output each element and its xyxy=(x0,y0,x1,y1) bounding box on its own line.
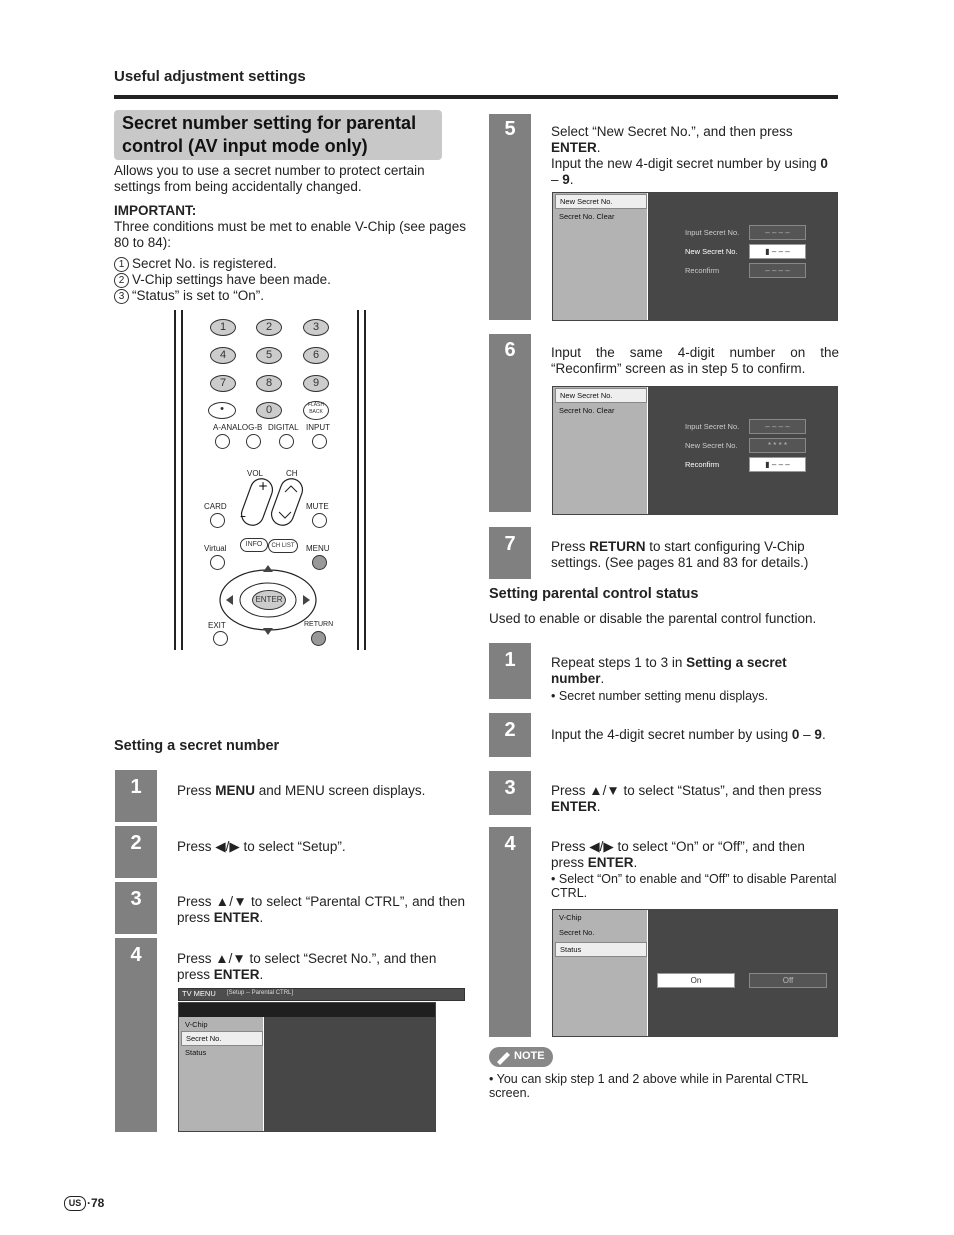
screen-right-panel xyxy=(264,1017,435,1131)
tv-menu-screen xyxy=(178,1002,436,1132)
tv-menu-title: TV MENU xyxy=(182,989,216,998)
new-secret-field[interactable]: * * * * xyxy=(749,438,806,453)
bullet-text: Select “On” to enable and “Off” to disable Parental CTRL. xyxy=(551,872,837,900)
input-label: INPUT xyxy=(306,423,330,432)
step-number: 2 xyxy=(504,719,516,741)
status-step-4-bullet: • Select “On” to enable and “Off” to disable Parental CTRL. xyxy=(551,872,837,900)
return-button[interactable] xyxy=(311,631,326,646)
screen-header-bar xyxy=(179,1003,435,1017)
step-text-pre: Press ▲/▼ to select “Status”, and then press xyxy=(551,783,822,798)
step-3-text xyxy=(177,894,465,926)
step-text-post: . xyxy=(600,671,605,686)
step-text-pre: Repeat steps 1 to 3 in xyxy=(551,655,687,670)
condition-2 xyxy=(114,272,331,288)
step-text-bold: 0 xyxy=(791,727,800,742)
parental-status-intro: Used to enable or disable the parental control function. xyxy=(489,611,817,626)
field-label: New Secret No. xyxy=(685,441,738,450)
digit-2-button[interactable]: 2 xyxy=(256,319,282,336)
menu-label: MENU xyxy=(306,544,330,553)
step-number: 6 xyxy=(504,339,516,361)
step-text-pre: Press xyxy=(551,539,590,554)
analog-button[interactable] xyxy=(215,434,230,449)
step-text-post: . xyxy=(259,910,264,925)
step-text-bold: MENU xyxy=(215,783,256,798)
card-button[interactable] xyxy=(210,513,225,528)
step-text-post: . xyxy=(633,855,638,870)
screen-right-panel xyxy=(648,193,837,320)
off-option[interactable]: Off xyxy=(749,973,827,988)
circled-number: 1 xyxy=(114,257,129,272)
condition-3 xyxy=(114,288,264,304)
step-text-bold: Setting a secret number xyxy=(551,655,787,686)
menu-item-secret-clear[interactable]: Secret No. Clear xyxy=(559,212,615,221)
step-text-pre: Press xyxy=(177,783,216,798)
step-text-pre: Input the new 4-digit secret number by using xyxy=(551,156,821,171)
status-screen xyxy=(552,909,838,1037)
digit-1-button[interactable]: 1 xyxy=(210,319,236,336)
condition-text: Secret No. is registered. xyxy=(132,256,277,271)
step-number: 4 xyxy=(504,833,516,855)
digital-label: DIGITAL xyxy=(268,423,299,432)
secret-no-screen-2 xyxy=(552,386,838,515)
exit-button[interactable] xyxy=(213,631,228,646)
svg-text:+: + xyxy=(258,479,269,493)
step-5-text xyxy=(551,124,839,188)
condition-1 xyxy=(114,256,277,272)
digit-8-button[interactable]: 8 xyxy=(256,375,282,392)
svg-text:–: – xyxy=(240,509,246,523)
enter-button[interactable]: ENTER xyxy=(252,590,286,610)
card-label: CARD xyxy=(204,502,227,511)
digit-0-button[interactable]: 0 xyxy=(256,402,282,419)
page-number: ·78 xyxy=(87,1196,105,1210)
note-label: NOTE xyxy=(514,1050,545,1062)
step-text-bold: ENTER xyxy=(551,140,597,155)
condition-text: V-Chip settings have been made. xyxy=(132,272,331,287)
region-badge: US xyxy=(64,1196,86,1211)
new-secret-field[interactable]: ▮ – – – xyxy=(749,244,806,259)
step-text-bold: 9 xyxy=(814,727,822,742)
intro-text: Allows you to use a secret number to protect certain settings from being accidentally changed. xyxy=(114,163,425,194)
section-label: Useful adjustment settings xyxy=(114,68,306,85)
digit-4-button[interactable]: 4 xyxy=(210,347,236,364)
input-secret-field[interactable]: – – – – xyxy=(749,225,806,240)
parental-status-heading: Setting parental control status xyxy=(489,586,699,602)
step-text-bold: 0 xyxy=(820,156,828,171)
menu-item-vchip[interactable]: V-Chip xyxy=(185,1020,208,1029)
step-number: 4 xyxy=(130,944,142,966)
mute-label: MUTE xyxy=(306,502,329,511)
step-bar xyxy=(489,114,531,320)
step-2-text: Press ◀/▶ to select “Setup”. xyxy=(177,839,346,854)
remote-illustration xyxy=(170,310,370,650)
field-label: Reconfirm xyxy=(685,266,720,275)
secret-no-screen-1 xyxy=(552,192,838,321)
step-text-pre: Press ▲/▼ to select “Secret No.”, and then press xyxy=(177,951,437,982)
circled-number: 3 xyxy=(114,289,129,304)
step-text-post: . xyxy=(569,172,574,187)
step-number: 7 xyxy=(504,533,516,555)
analog-label: A-ANALOG-B xyxy=(213,423,263,432)
important-text: Three conditions must be met to enable V-Chip (see pages 80 to 84): xyxy=(114,219,466,250)
step-number: 3 xyxy=(130,888,142,910)
info-button[interactable]: INFO xyxy=(240,538,268,552)
note-text: • You can skip step 1 and 2 above while in Parental CTRL screen. xyxy=(489,1072,808,1100)
step-number: 5 xyxy=(504,118,516,140)
digit-6-button[interactable]: 6 xyxy=(303,347,329,364)
step-4-text xyxy=(177,951,465,983)
step-text-bold: ENTER xyxy=(213,967,260,982)
tv-menu-breadcrumb: [Setup -- Parental CTRL] xyxy=(227,990,294,996)
step-text-bold: ENTER xyxy=(213,910,260,925)
step-text-post: and MENU screen displays. xyxy=(255,783,426,798)
step-number: 2 xyxy=(130,832,142,854)
step-number: 1 xyxy=(130,776,142,798)
menu-item-secret-clear[interactable]: Secret No. Clear xyxy=(559,406,615,415)
note-body: You can skip step 1 and 2 above while in Parental CTRL screen. xyxy=(489,1072,808,1100)
tv-menu-titlebar xyxy=(178,988,465,1001)
menu-item-vchip[interactable]: V-Chip xyxy=(559,913,582,922)
exit-label: EXIT xyxy=(208,621,226,630)
step-text-post: . xyxy=(259,967,264,982)
input-secret-field[interactable]: – – – – xyxy=(749,419,806,434)
step-text-post: to start configuring V-Chip settings. (See pages 81 and 83 for details.) xyxy=(551,539,809,570)
important-label: IMPORTANT: xyxy=(114,203,197,218)
menu-item-status[interactable]: Status xyxy=(185,1048,207,1057)
menu-item-new-secret[interactable]: New Secret No. xyxy=(555,388,647,403)
digit-5-button[interactable]: 5 xyxy=(256,347,282,364)
return-label: RETURN xyxy=(304,621,334,628)
step-text-mid: – xyxy=(551,172,563,187)
step-text-bold: ENTER xyxy=(587,855,634,870)
step-7-text xyxy=(551,539,839,571)
step-number: 1 xyxy=(504,649,516,671)
ch-label: CH xyxy=(286,469,298,478)
menu-item-secret-no[interactable]: Secret No. xyxy=(181,1031,263,1046)
vol-label: VOL xyxy=(247,469,264,478)
virtual-button[interactable] xyxy=(210,555,225,570)
step-text-bold: ENTER xyxy=(551,799,597,814)
note-badge xyxy=(489,1047,553,1067)
step-text-pre: Select “New Secret No.”, and then press xyxy=(551,124,793,139)
input-button[interactable] xyxy=(312,434,327,449)
setting-secret-heading: Setting a secret number xyxy=(114,738,280,754)
step-text-post: . xyxy=(596,799,601,814)
step-text-post: . xyxy=(596,140,601,155)
bullet-text: Secret number setting menu displays. xyxy=(558,689,768,703)
step-1-text xyxy=(177,783,465,799)
field-label: New Secret No. xyxy=(685,247,738,256)
title-box xyxy=(114,110,442,160)
step-6-text: Input the same 4-digit number on the “Reconfirm” screen as in step 5 to confirm. xyxy=(551,345,839,376)
flashback-button[interactable]: FLASH BACK xyxy=(303,401,329,420)
digit-9-button[interactable]: 9 xyxy=(303,375,329,392)
page-title-line2: control (AV input mode only) xyxy=(122,136,368,156)
chlist-button[interactable]: CH LIST xyxy=(268,539,298,553)
status-step-4-text xyxy=(551,839,839,871)
circled-number: 2 xyxy=(114,273,129,288)
digit-7-button[interactable]: 7 xyxy=(210,375,236,392)
step-number: 3 xyxy=(504,777,516,799)
status-step-1-text xyxy=(551,655,839,687)
step-text-pre: Press ▲/▼ to select “Parental CTRL”, and then press xyxy=(177,894,465,925)
reconfirm-field[interactable]: – – – – xyxy=(749,263,806,278)
page-title-line1: Secret number setting for parental xyxy=(122,113,417,133)
menu-button[interactable] xyxy=(312,555,327,570)
top-rule xyxy=(114,95,838,99)
virtual-label: Virtual xyxy=(204,544,227,553)
status-step-2-text xyxy=(551,727,839,743)
pencil-icon xyxy=(493,1047,513,1067)
step-text-pre: Press ◀/▶ to select “On” or “Off”, and then press xyxy=(551,839,805,870)
step-text-pre: Input the 4-digit secret number by using xyxy=(551,727,792,742)
status-step-1-bullet: • Secret number setting menu displays. xyxy=(551,689,768,703)
step-text-bold: 9 xyxy=(562,172,570,187)
dot-button[interactable]: • xyxy=(208,402,236,419)
step-text-post: . xyxy=(821,727,826,742)
menu-item-status[interactable]: Status xyxy=(555,942,647,957)
step-bar xyxy=(489,827,531,1037)
analog-b-button[interactable] xyxy=(246,434,261,449)
menu-item-new-secret[interactable]: New Secret No. xyxy=(555,194,647,209)
digital-button[interactable] xyxy=(279,434,294,449)
screen-right-panel xyxy=(648,387,837,514)
field-label: Input Secret No. xyxy=(685,228,740,237)
menu-item-secret-no[interactable]: Secret No. xyxy=(559,928,595,937)
digit-3-button[interactable]: 3 xyxy=(303,319,329,336)
field-label: Input Secret No. xyxy=(685,422,740,431)
on-option[interactable]: On xyxy=(657,973,735,988)
mute-button[interactable] xyxy=(312,513,327,528)
step-text-bold: RETURN xyxy=(589,539,646,554)
step-bar xyxy=(115,938,157,1132)
reconfirm-field[interactable]: ▮ – – – xyxy=(749,457,806,472)
field-label: Reconfirm xyxy=(685,460,720,469)
status-step-3-text xyxy=(551,783,839,815)
condition-text: “Status” is set to “On”. xyxy=(132,288,265,303)
step-text-post: – xyxy=(799,727,815,742)
